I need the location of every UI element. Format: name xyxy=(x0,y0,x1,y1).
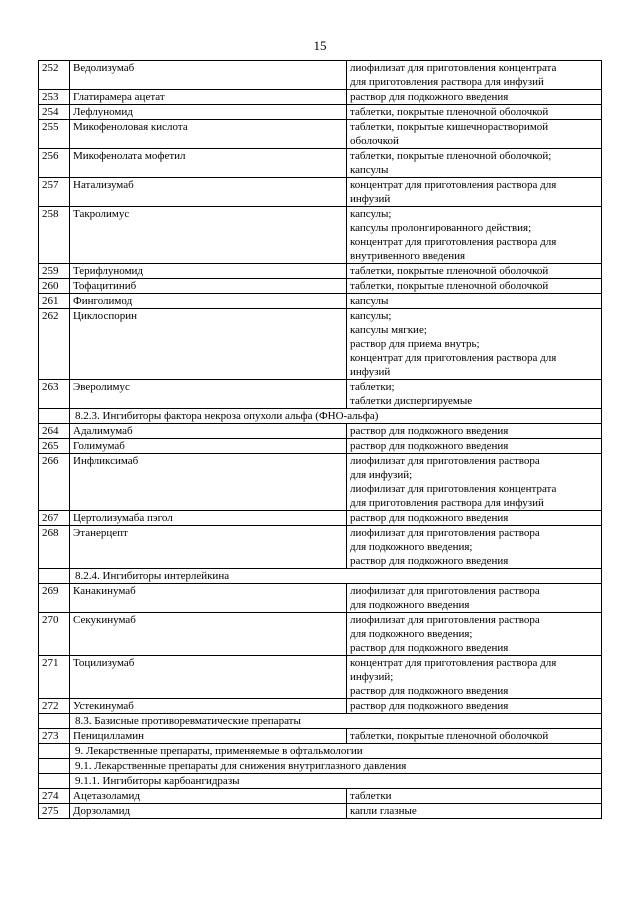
dosage-form-line: раствор для подкожного введения xyxy=(350,91,509,103)
drug-name: Канакинумаб xyxy=(70,584,347,613)
section-row xyxy=(39,759,602,774)
table-row xyxy=(39,613,602,656)
row-number: 256 xyxy=(39,149,70,178)
table-row xyxy=(39,789,602,804)
dosage-form-cell xyxy=(347,439,602,454)
dosage-form-cell xyxy=(347,380,602,409)
dosage-form-line: лиофилизат для приготовления раствора xyxy=(350,585,540,597)
section-heading: 8.3. Базисные противоревматические препараты xyxy=(70,714,602,729)
row-number: 262 xyxy=(39,309,70,380)
section-number-cell xyxy=(39,714,70,729)
row-number: 269 xyxy=(39,584,70,613)
section-number-cell xyxy=(39,569,70,584)
section-row xyxy=(39,569,602,584)
table-row xyxy=(39,699,602,714)
section-number-cell xyxy=(39,759,70,774)
dosage-form-line: концентрат для приготовления раствора для xyxy=(350,352,557,364)
drug-name: Финголимод xyxy=(70,294,347,309)
row-number: 272 xyxy=(39,699,70,714)
section-row xyxy=(39,409,602,424)
row-number: 260 xyxy=(39,279,70,294)
table-row xyxy=(39,424,602,439)
drug-name: Голимумаб xyxy=(70,439,347,454)
section-number-cell xyxy=(39,774,70,789)
drug-name: Секукинумаб xyxy=(70,613,347,656)
drug-name: Адалимумаб xyxy=(70,424,347,439)
dosage-form-cell xyxy=(347,526,602,569)
dosage-form-line: лиофилизат для приготовления раствора xyxy=(350,614,540,626)
row-number: 263 xyxy=(39,380,70,409)
section-heading: 9.1. Лекарственные препараты для снижения внутриглазного давления xyxy=(70,759,602,774)
drug-name: Тоцилизумаб xyxy=(70,656,347,699)
dosage-form-line: для подкожного введения; xyxy=(350,541,473,553)
dosage-form-line: капсулы xyxy=(350,164,389,176)
drug-name: Микофенолата мофетил xyxy=(70,149,347,178)
dosage-form-line: раствор для подкожного введения xyxy=(350,512,509,524)
drug-name: Этанерцепт xyxy=(70,526,347,569)
table-row xyxy=(39,380,602,409)
drug-name: Устекинумаб xyxy=(70,699,347,714)
dosage-form-cell xyxy=(347,584,602,613)
table-row xyxy=(39,149,602,178)
dosage-form-line: капсулы пролонгированного действия; xyxy=(350,222,532,234)
section-heading: 9.1.1. Ингибиторы карбоангидразы xyxy=(70,774,602,789)
dosage-form-line: капсулы мягкие; xyxy=(350,324,427,336)
dosage-form-cell xyxy=(347,264,602,279)
dosage-form-line: раствор для приема внутрь; xyxy=(350,338,480,350)
table-row xyxy=(39,526,602,569)
dosage-form-line: инфузий xyxy=(350,193,391,205)
row-number: 264 xyxy=(39,424,70,439)
row-number: 275 xyxy=(39,804,70,819)
dosage-form-line: капсулы; xyxy=(350,208,392,220)
dosage-form-line: для подкожного введения xyxy=(350,599,470,611)
dosage-form-cell xyxy=(347,804,602,819)
dosage-form-line: лиофилизат для приготовления концентрата xyxy=(350,62,557,74)
drug-name: Лефлуномид xyxy=(70,105,347,120)
dosage-form-line: лиофилизат для приготовления концентрата xyxy=(350,483,557,495)
section-number-cell xyxy=(39,744,70,759)
dosage-form-line: таблетки xyxy=(350,790,392,802)
dosage-form-cell xyxy=(347,729,602,744)
dosage-form-line: раствор для подкожного введения xyxy=(350,555,509,567)
dosage-form-line: для приготовления раствора для инфузий xyxy=(350,497,544,509)
dosage-form-line: раствор для подкожного введения xyxy=(350,700,509,712)
dosage-form-cell xyxy=(347,613,602,656)
table-row xyxy=(39,61,602,90)
table-row xyxy=(39,584,602,613)
dosage-form-cell xyxy=(347,279,602,294)
dosage-form-line: лиофилизат для приготовления раствора xyxy=(350,455,540,467)
row-number: 253 xyxy=(39,90,70,105)
dosage-form-line: лиофилизат для приготовления раствора xyxy=(350,527,540,539)
row-number: 252 xyxy=(39,61,70,90)
drug-name: Инфликсимаб xyxy=(70,454,347,511)
dosage-form-cell xyxy=(347,90,602,105)
dosage-form-cell xyxy=(347,178,602,207)
table-row xyxy=(39,120,602,149)
table-row xyxy=(39,729,602,744)
table-row xyxy=(39,294,602,309)
row-number: 255 xyxy=(39,120,70,149)
row-number: 261 xyxy=(39,294,70,309)
dosage-form-line: для инфузий; xyxy=(350,469,413,481)
dosage-form-line: для подкожного введения; xyxy=(350,628,473,640)
dosage-form-line: инфузий; xyxy=(350,671,394,683)
table-row xyxy=(39,90,602,105)
section-heading: 8.2.4. Ингибиторы интерлейкина xyxy=(70,569,602,584)
section-heading: 8.2.3. Ингибиторы фактора некроза опухоли альфа (ФНО-альфа) xyxy=(70,409,602,424)
row-number: 274 xyxy=(39,789,70,804)
table-row xyxy=(39,264,602,279)
dosage-form-line: раствор для подкожного введения xyxy=(350,685,509,697)
dosage-form-line: концентрат для приготовления раствора для xyxy=(350,657,557,669)
section-number-cell xyxy=(39,409,70,424)
dosage-form-line: раствор для подкожного введения xyxy=(350,642,509,654)
dosage-form-cell xyxy=(347,656,602,699)
section-heading: 9. Лекарственные препараты, применяемые в офтальмологии xyxy=(70,744,602,759)
row-number: 265 xyxy=(39,439,70,454)
dosage-form-cell xyxy=(347,105,602,120)
dosage-form-line: капсулы; xyxy=(350,310,392,322)
dosage-form-line: таблетки; xyxy=(350,381,395,393)
table-row xyxy=(39,511,602,526)
dosage-form-line: таблетки, покрытые пленочной оболочкой; xyxy=(350,150,552,162)
drug-name: Цертолизумаба пэгол xyxy=(70,511,347,526)
drug-name: Терифлуномид xyxy=(70,264,347,279)
dosage-form-line: концентрат для приготовления раствора для xyxy=(350,236,557,248)
dosage-form-cell xyxy=(347,454,602,511)
dosage-form-cell xyxy=(347,789,602,804)
dosage-form-line: капсулы xyxy=(350,295,389,307)
section-row xyxy=(39,744,602,759)
dosage-form-line: концентрат для приготовления раствора для xyxy=(350,179,557,191)
dosage-form-cell xyxy=(347,424,602,439)
row-number: 266 xyxy=(39,454,70,511)
table-row xyxy=(39,105,602,120)
table-row xyxy=(39,656,602,699)
table-row xyxy=(39,178,602,207)
drug-name: Ацетазоламид xyxy=(70,789,347,804)
row-number: 258 xyxy=(39,207,70,264)
dosage-form-line: капли глазные xyxy=(350,805,417,817)
dosage-form-line: таблетки, покрытые пленочной оболочкой xyxy=(350,106,549,118)
dosage-form-cell xyxy=(347,149,602,178)
dosage-form-line: таблетки, покрытые пленочной оболочкой xyxy=(350,280,549,292)
row-number: 268 xyxy=(39,526,70,569)
dosage-form-line: раствор для подкожного введения xyxy=(350,425,509,437)
drug-name: Тофацитиниб xyxy=(70,279,347,294)
dosage-form-cell xyxy=(347,294,602,309)
table-row xyxy=(39,439,602,454)
dosage-form-line: таблетки диспергируемые xyxy=(350,395,473,407)
page-number: 15 xyxy=(313,38,327,53)
table-row xyxy=(39,804,602,819)
drug-name: Натализумаб xyxy=(70,178,347,207)
dosage-form-line: раствор для подкожного введения xyxy=(350,440,509,452)
dosage-form-line: оболочкой xyxy=(350,135,399,147)
dosage-form-cell xyxy=(347,309,602,380)
dosage-form-cell xyxy=(347,120,602,149)
dosage-form-line: внутривенного введения xyxy=(350,250,466,262)
dosage-form-line: таблетки, покрытые пленочной оболочкой xyxy=(350,265,549,277)
drug-name: Пеницилламин xyxy=(70,729,347,744)
row-number: 271 xyxy=(39,656,70,699)
drug-name: Эверолимус xyxy=(70,380,347,409)
dosage-form-cell xyxy=(347,61,602,90)
dosage-form-line: таблетки, покрытые пленочной оболочкой xyxy=(350,730,549,742)
section-row xyxy=(39,774,602,789)
drug-table xyxy=(38,60,602,819)
row-number: 259 xyxy=(39,264,70,279)
section-row xyxy=(39,714,602,729)
dosage-form-line: таблетки, покрытые кишечнорастворимой xyxy=(350,121,549,133)
drug-name: Глатирамера ацетат xyxy=(70,90,347,105)
dosage-form-cell xyxy=(347,699,602,714)
drug-name: Микофеноловая кислота xyxy=(70,120,347,149)
drug-name: Циклоспорин xyxy=(70,309,347,380)
table-row xyxy=(39,207,602,264)
dosage-form-line: инфузий xyxy=(350,366,391,378)
row-number: 257 xyxy=(39,178,70,207)
table-row xyxy=(39,309,602,380)
drug-name: Ведолизумаб xyxy=(70,61,347,90)
dosage-form-cell xyxy=(347,511,602,526)
drug-name: Такролимус xyxy=(70,207,347,264)
row-number: 267 xyxy=(39,511,70,526)
dosage-form-line: для приготовления раствора для инфузий xyxy=(350,76,544,88)
table-row xyxy=(39,279,602,294)
row-number: 273 xyxy=(39,729,70,744)
row-number: 254 xyxy=(39,105,70,120)
table-row xyxy=(39,454,602,511)
drug-name: Дорзоламид xyxy=(70,804,347,819)
row-number: 270 xyxy=(39,613,70,656)
dosage-form-cell xyxy=(347,207,602,264)
